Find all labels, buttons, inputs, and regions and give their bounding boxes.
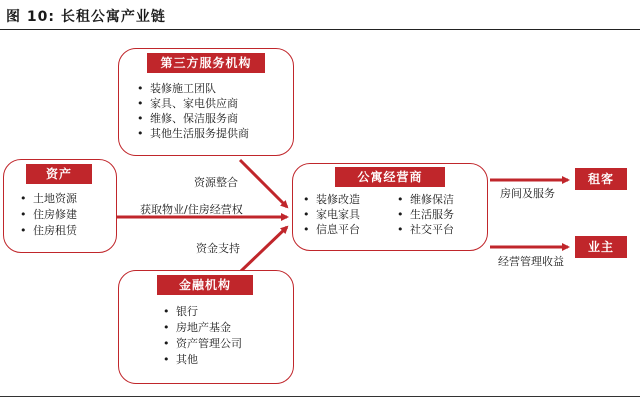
list-item: • 装修施工团队 <box>137 81 249 96</box>
label-resource-integration: 资源整合 <box>194 176 238 189</box>
list-item: • 家具、家电供应商 <box>137 96 249 111</box>
list-item: • 住房租赁 <box>20 223 77 239</box>
third-party-header: 第三方服务机构 <box>147 53 265 73</box>
list-item: • 房地产基金 <box>163 320 242 336</box>
arrow-capital-support <box>240 227 287 272</box>
figure-title: 图 10: 长租公寓产业链 <box>6 9 166 25</box>
operator-right-list <box>397 192 454 237</box>
owner-tag: 业主 <box>575 236 627 258</box>
list-item: • 银行 <box>163 304 242 320</box>
third-party-list <box>137 81 249 141</box>
list-item: • 住房修建 <box>20 207 77 223</box>
operator-box <box>292 163 488 251</box>
operator-header: 公寓经营商 <box>335 167 445 187</box>
list-item: • 维修、保洁服务商 <box>137 111 249 126</box>
list-item: • 土地资源 <box>20 191 77 207</box>
list-item: • 社交平台 <box>397 222 454 237</box>
third-party-box <box>118 48 294 156</box>
label-housing-services: 房间及服务 <box>500 187 555 200</box>
label-capital-support: 资金支持 <box>196 242 240 255</box>
bottom-rule <box>0 396 640 397</box>
list-item: • 装修改造 <box>303 192 360 207</box>
assets-header: 资产 <box>26 164 92 184</box>
list-item: • 生活服务 <box>397 207 454 222</box>
assets-box <box>3 159 117 253</box>
finance-list <box>163 304 242 368</box>
list-item: • 其他生活服务提供商 <box>137 126 249 141</box>
list-item: • 资产管理公司 <box>163 336 242 352</box>
assets-list <box>20 191 77 239</box>
list-item: • 信息平台 <box>303 222 360 237</box>
list-item: • 其他 <box>163 352 242 368</box>
finance-header: 金融机构 <box>157 275 253 295</box>
tenant-tag: 租客 <box>575 168 627 190</box>
label-acquire-property: 获取物业/住房经营权 <box>140 203 243 216</box>
operator-left-list <box>303 192 360 237</box>
arrow-resource-integration <box>240 160 287 207</box>
list-item: • 家电家具 <box>303 207 360 222</box>
label-management-income: 经营管理收益 <box>498 255 564 268</box>
list-item: • 维修保洁 <box>397 192 454 207</box>
finance-box <box>118 270 294 384</box>
